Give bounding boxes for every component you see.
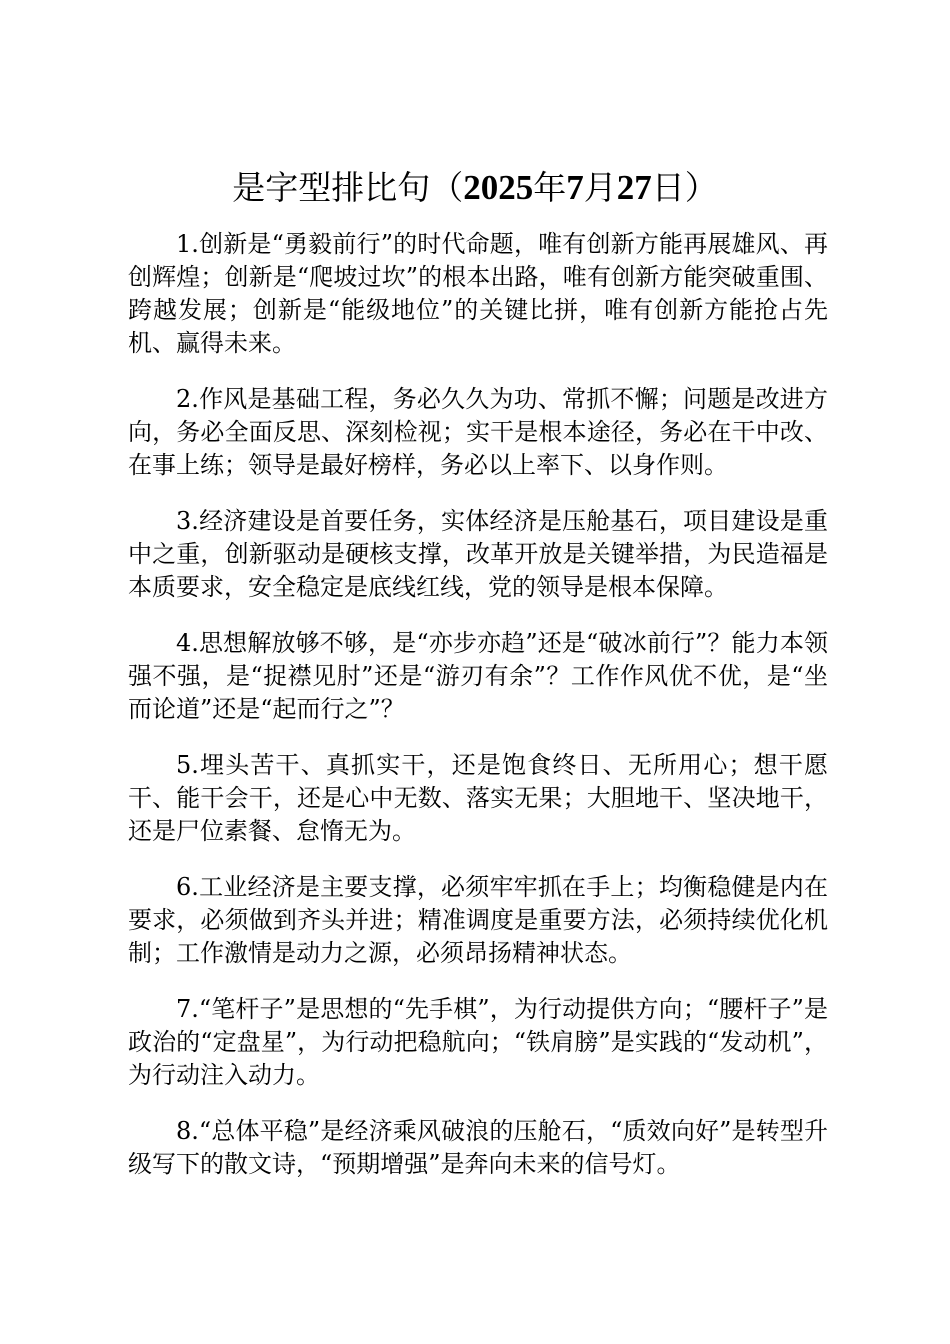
title-suffix: 日）: [651, 168, 718, 207]
paragraph-4: 4.思想解放够不够，是“亦步亦趋”还是“破冰前行”？能力本领强不强，是“捉襟见肘”还是“游刃有余”？工作作风优不优，是“坐而论道”还是“起而行之”？: [128, 629, 828, 723]
paragraph-5: 5.埋头苦干、真抓实干，还是饱食终日、无所用心；想干愿干、能干会干，还是心中无数、落实无果；大胆地干、坚决地干，还是尸位素餐、怠惰无为。: [128, 751, 828, 845]
paragraph-7: 7.“笔杆子”是思想的“先手棋”，为行动提供方向；“腰杆子”是政治的“定盘星”，为行动把稳航向；“铁肩膀”是实践的“发动机”，为行动注入动力。: [128, 995, 828, 1089]
title-prefix: 是字型排比句（: [232, 168, 464, 207]
document-body: [128, 228, 828, 1204]
paragraph-1: 1.创新是“勇毅前行”的时代命题，唯有创新方能再展雄风、再创辉煌；创新是“爬坡过坎”的根本出路，唯有创新方能突破重围、跨越发展；创新是“能级地位”的关键比拼，唯有创新方能抢占先机、赢得未来。: [128, 230, 828, 357]
title-month: 7: [566, 168, 584, 207]
title-year-unit: 年: [533, 168, 567, 207]
document-title: [0, 166, 950, 210]
paragraph-2: 2.作风是基础工程，务必久久为功、常抓不懈；问题是改进方向，务必全面反思、深刻检视；实干是根本途径，务必在干中改、在事上练；领导是最好榜样，务必以上率下、以身作则。: [128, 385, 828, 479]
title-month-unit: 月: [583, 168, 617, 207]
paragraph-8: 8.“总体平稳”是经济乘风破浪的压舱石，“质效向好”是转型升级写下的散文诗，“预期增强”是奔向未来的信号灯。: [128, 1117, 828, 1178]
title-day: 27: [616, 168, 652, 207]
paragraph-6: 6.工业经济是主要支撑，必须牢牢抓在手上；均衡稳健是内在要求，必须做到齐头并进；精准调度是重要方法，必须持续优化机制；工作激情是动力之源，必须昂扬精神状态。: [128, 873, 828, 967]
title-year: 2025: [463, 168, 534, 207]
paragraph-3: 3.经济建设是首要任务，实体经济是压舱基石，项目建设是重中之重，创新驱动是硬核支撑，改革开放是关键举措，为民造福是本质要求，安全稳定是底线红线，党的领导是根本保障。: [128, 507, 828, 601]
